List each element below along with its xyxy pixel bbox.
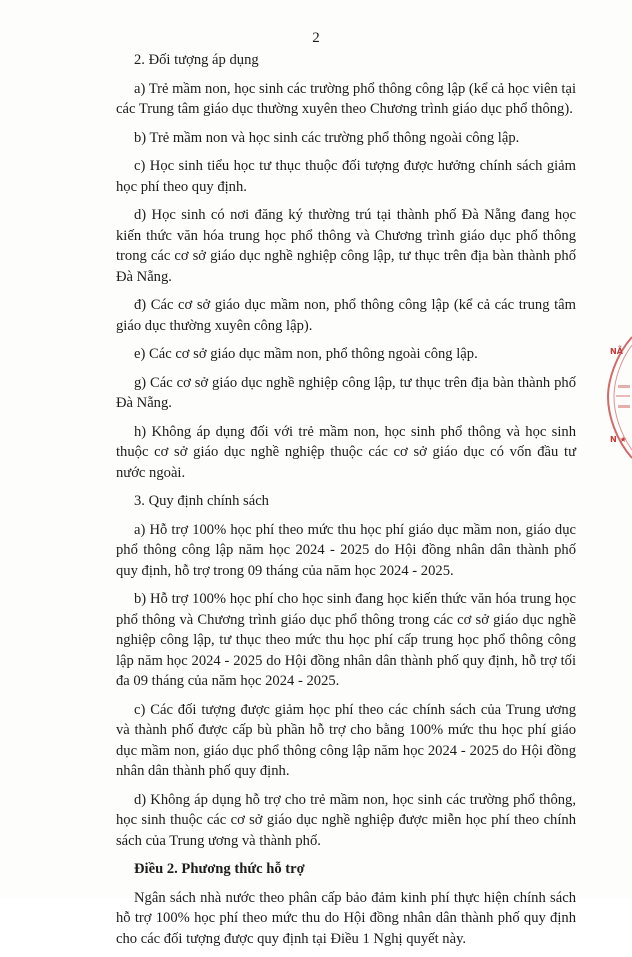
item-3a: a) Hỗ trợ 100% học phí theo mức thu học phí giáo dục mầm non, giáo dục phổ thông công lập năm học 2024 - 2025 do Hội đồng nhân dân thành phố quy định, hỗ trợ trong 09 tháng của năm học 2024 - 2025. xyxy=(116,521,576,579)
item-2d: d) Học sinh có nơi đăng ký thường trú tại thành phố Đà Nẵng đang học kiến thức văn hóa trung học phổ thông và Chương trình giáo dục phổ thông trong các cơ sở giáo dục nghề nghiệp công lập, tư thục trên địa bàn thành phố Đà Nẵng. xyxy=(116,207,576,285)
article-2-heading: Điều 2. Phương thức hỗ trợ xyxy=(134,861,305,877)
section-2-title: 2. Đối tượng áp dụng xyxy=(134,52,259,68)
item-3d: d) Không áp dụng hỗ trợ cho trẻ mầm non, học sinh các trường phổ thông, học sinh thuộc các cơ sở giáo dục nghề nghiệp được miễn học phí theo chính sách của Trung ương và thành phố. xyxy=(116,791,576,849)
article-2-body: Ngân sách nhà nước theo phân cấp bảo đảm kinh phí thực hiện chính sách hỗ trợ 100% học phí theo mức thu do Hội đồng nhân dân thành phố quy định cho các đối tượng được quy định tại Điều 1 Nghị quyết này. xyxy=(116,889,576,947)
item-2g: g) Các cơ sở giáo dục nghề nghiệp công lập, tư thục trên địa bàn thành phố Đà Nẵng. xyxy=(116,374,576,411)
item-2h: h) Không áp dụng đối với trẻ mầm non, học sinh phổ thông và học sinh thuộc cơ sở giáo dục nghề nghiệp thuộc các cơ sở giáo dục có vốn đầu tư nước ngoài. xyxy=(116,423,576,481)
document-body xyxy=(116,50,576,957)
item-3c: c) Các đối tượng được giảm học phí theo các chính sách của Trung ương và thành phố được cấp bù phần hỗ trợ cho bằng 100% mức thu học phí giáo dục mầm non, giáo dục phổ thông công lập năm học 2024 - 2025 do Hội đồng nhân dân thành phố quy định. xyxy=(116,701,576,779)
item-2c: c) Học sinh tiểu học tư thục thuộc đối tượng được hưởng chính sách giảm học phí theo quy định. xyxy=(116,158,576,195)
page-number: 2 xyxy=(312,30,320,46)
seal-bottom-text: N ★ xyxy=(610,435,627,444)
section-3-title: 3. Quy định chính sách xyxy=(134,493,269,509)
item-2e: e) Các cơ sở giáo dục mầm non, phổ thông ngoài công lập. xyxy=(134,346,478,362)
item-2b: b) Trẻ mầm non và học sinh các trường phổ thông ngoài công lập. xyxy=(134,129,520,146)
seal-top-text: NẴ xyxy=(610,347,623,356)
item-3b: b) Hỗ trợ 100% học phí cho học sinh đang học kiến thức văn hóa trung học phổ thông và Chương trình giáo dục phổ thông trong các cơ sở giáo dục nghề nghiệp công lập, tư thục theo mức thu học phí cấp trung học phổ thông công lập năm học 2024 - 2025 do Hội đồng nhân dân thành phố quy định, hỗ trợ tối đa 09 tháng của năm học 2024 - 2025. xyxy=(116,591,576,689)
item-2dd: đ) Các cơ sở giáo dục mầm non, phổ thông công lập (kể cả các trung tâm giáo dục thường xuyên công lập). xyxy=(116,297,576,334)
item-2a: a) Trẻ mầm non, học sinh các trường phổ thông công lập (kể cả học viên tại các Trung tâm giáo dục thường xuyên theo Chương trình giáo dục phổ thông). xyxy=(116,80,576,117)
red-seal-stamp xyxy=(606,335,632,460)
